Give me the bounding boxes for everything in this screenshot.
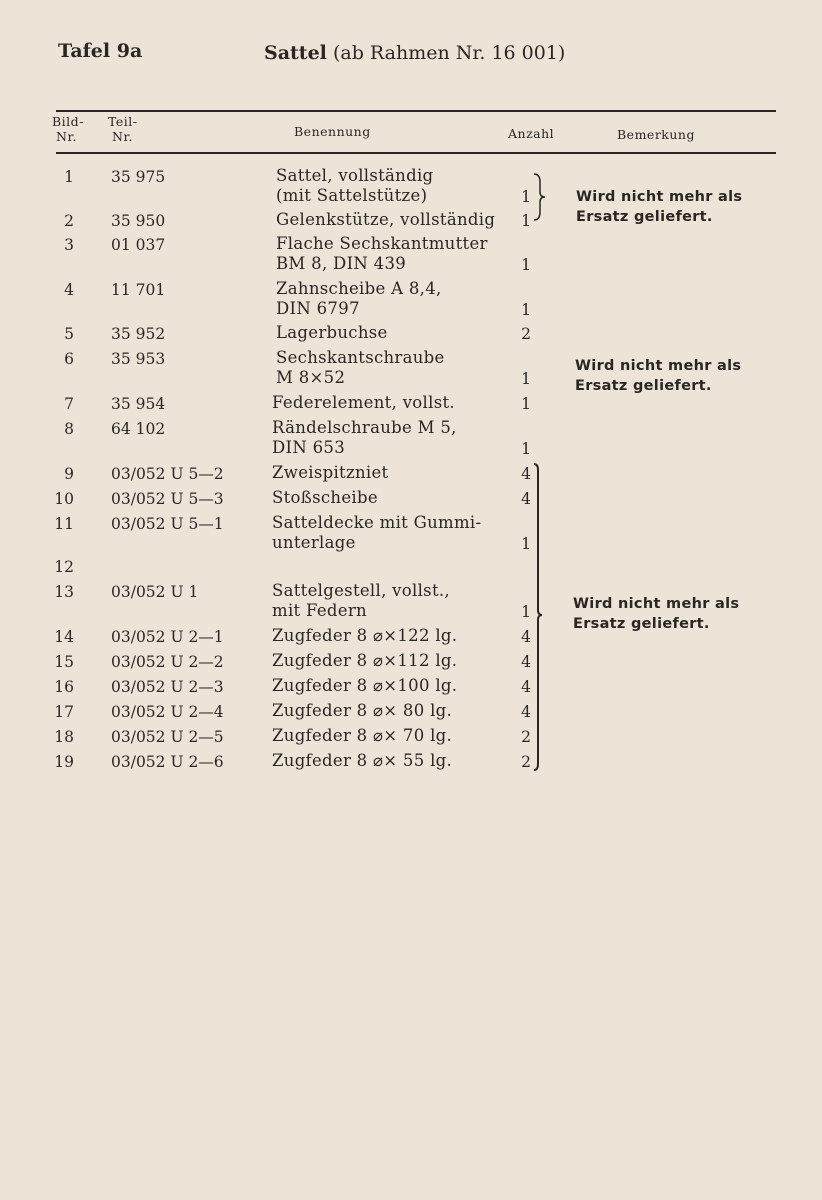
title-sub: (ab Rahmen Nr. 16 001) (332, 42, 566, 64)
row-10-teil-nr: 03/052 U 5—3 (111, 490, 224, 508)
col-header-teil (108, 114, 137, 144)
row-9-teil-nr: 03/052 U 5—2 (111, 465, 224, 483)
row-13-bild-nr: 13 (54, 583, 74, 601)
header-top-rule (56, 110, 776, 112)
plate-number: Tafel 9a (58, 40, 143, 62)
row-5-teil-nr: 35 952 (111, 325, 166, 343)
row-13-anzahl: 1 (521, 603, 531, 621)
col-header-bemerkung: Bemerkung (617, 127, 695, 142)
row-11-teil-nr: 03/052 U 5—1 (111, 515, 224, 533)
row-5-benennung-line1: Lagerbuchse (276, 323, 388, 342)
remark-3-line1: Wird nicht mehr als (573, 596, 740, 612)
row-3-anzahl: 1 (521, 256, 531, 274)
row-4-bild-nr: 4 (64, 281, 74, 299)
col-header-bild (52, 114, 84, 144)
row-12-bild-nr: 12 (54, 558, 74, 576)
row-7-benennung-line1: Federelement, vollst. (272, 393, 455, 412)
row-4-benennung-line1: Zahnscheibe A 8,4, (276, 279, 442, 298)
row-6-benennung-line1: Sechskantschraube (276, 348, 445, 367)
remark-1-line1: Wird nicht mehr als (576, 189, 743, 205)
row-13-teil-nr: 03/052 U 1 (111, 583, 199, 601)
col-header-benennung: Benennung (294, 124, 371, 139)
col-header-teil-line1: Teil- (108, 114, 138, 129)
row-3-bild-nr: 3 (64, 236, 74, 254)
row-8-bild-nr: 8 (64, 420, 74, 438)
row-10-bild-nr: 10 (54, 490, 74, 508)
row-6-anzahl: 1 (521, 370, 531, 388)
row-8-benennung-line2: DIN 653 (272, 438, 346, 457)
row-11-benennung-line1: Satteldecke mit Gummi- (272, 513, 482, 532)
remark-2-line1: Wird nicht mehr als (575, 358, 742, 374)
row-17-anzahl: 4 (521, 703, 531, 721)
header-bottom-rule (56, 152, 776, 154)
row-19-anzahl: 2 (521, 753, 531, 771)
row-18-bild-nr: 18 (54, 728, 74, 746)
title-main: Sattel (264, 42, 327, 64)
row-9-anzahl: 4 (521, 465, 531, 483)
row-9-benennung-line1: Zweispitzniet (272, 463, 389, 482)
row-15-benennung-line1: Zugfeder 8 ⌀×112 lg. (272, 651, 458, 670)
row-2-benennung-line1: Gelenkstütze, vollständig (276, 210, 496, 229)
remark-2-line2: Ersatz geliefert. (575, 378, 712, 394)
row-6-bild-nr: 6 (64, 350, 74, 368)
row-15-anzahl: 4 (521, 653, 531, 671)
row-14-bild-nr: 14 (54, 628, 74, 646)
row-2-bild-nr: 2 (64, 212, 74, 230)
row-14-teil-nr: 03/052 U 2—1 (111, 628, 224, 646)
row-10-anzahl: 4 (521, 490, 531, 508)
row-6-benennung-line2: M 8×52 (276, 368, 346, 387)
row-2-teil-nr: 35 950 (111, 212, 166, 230)
brace-group-3 (532, 462, 552, 772)
col-header-bild-line2: Nr. (56, 129, 78, 144)
row-19-benennung-line1: Zugfeder 8 ⌀× 55 lg. (272, 751, 453, 770)
row-14-anzahl: 4 (521, 628, 531, 646)
row-4-anzahl: 1 (521, 301, 531, 319)
row-11-bild-nr: 11 (54, 515, 74, 533)
row-4-benennung-line2: DIN 6797 (276, 299, 360, 318)
row-1-benennung-line1: Sattel, vollständig (276, 166, 434, 185)
brace-group-1 (532, 172, 552, 222)
col-header-bild-line1: Bild- (52, 114, 84, 129)
row-5-bild-nr: 5 (64, 325, 74, 343)
row-9-bild-nr: 9 (64, 465, 74, 483)
row-11-anzahl: 1 (521, 535, 531, 553)
row-17-benennung-line1: Zugfeder 8 ⌀× 80 lg. (272, 701, 453, 720)
row-7-anzahl: 1 (521, 395, 531, 413)
row-16-benennung-line1: Zugfeder 8 ⌀×100 lg. (272, 676, 458, 695)
remark-1-line2: Ersatz geliefert. (576, 209, 713, 225)
col-header-anzahl: Anzahl (508, 126, 555, 141)
row-19-teil-nr: 03/052 U 2—6 (111, 753, 224, 771)
row-4-teil-nr: 11 701 (111, 281, 166, 299)
col-header-teil-line2: Nr. (112, 129, 134, 144)
row-18-anzahl: 2 (521, 728, 531, 746)
remark-group-3 (573, 594, 739, 634)
row-7-teil-nr: 35 954 (111, 395, 166, 413)
row-16-teil-nr: 03/052 U 2—3 (111, 678, 224, 696)
row-3-benennung-line2: BM 8, DIN 439 (276, 254, 407, 273)
row-8-teil-nr: 64 102 (111, 420, 166, 438)
row-8-benennung-line1: Rändelschraube M 5, (272, 418, 457, 437)
row-15-teil-nr: 03/052 U 2—2 (111, 653, 224, 671)
row-14-benennung-line1: Zugfeder 8 ⌀×122 lg. (272, 626, 458, 645)
row-1-bild-nr: 1 (64, 168, 74, 186)
row-5-anzahl: 2 (521, 325, 531, 343)
remark-3-line2: Ersatz geliefert. (573, 616, 710, 632)
remark-group-1 (576, 187, 742, 227)
row-15-bild-nr: 15 (54, 653, 74, 671)
row-16-bild-nr: 16 (54, 678, 74, 696)
row-8-anzahl: 1 (521, 440, 531, 458)
row-3-benennung-line1: Flache Sechskantmutter (276, 234, 488, 253)
row-6-teil-nr: 35 953 (111, 350, 166, 368)
row-13-benennung-line1: Sattelgestell, vollst., (272, 581, 450, 600)
row-3-teil-nr: 01 037 (111, 236, 166, 254)
remark-group-2 (575, 356, 741, 396)
row-19-bild-nr: 19 (54, 753, 74, 771)
row-16-anzahl: 4 (521, 678, 531, 696)
row-7-bild-nr: 7 (64, 395, 74, 413)
row-2-anzahl: 1 (521, 212, 531, 230)
row-13-benennung-line2: mit Federn (272, 601, 367, 620)
row-11-benennung-line2: unterlage (272, 533, 356, 552)
row-17-teil-nr: 03/052 U 2—4 (111, 703, 224, 721)
row-10-benennung-line1: Stoßscheibe (272, 488, 378, 507)
row-17-bild-nr: 17 (54, 703, 74, 721)
row-1-benennung-line2: (mit Sattelstütze) (276, 186, 428, 205)
row-1-teil-nr: 35 975 (111, 168, 166, 186)
page-title (264, 42, 565, 64)
row-18-benennung-line1: Zugfeder 8 ⌀× 70 lg. (272, 726, 453, 745)
row-18-teil-nr: 03/052 U 2—5 (111, 728, 224, 746)
row-1-anzahl: 1 (521, 188, 531, 206)
